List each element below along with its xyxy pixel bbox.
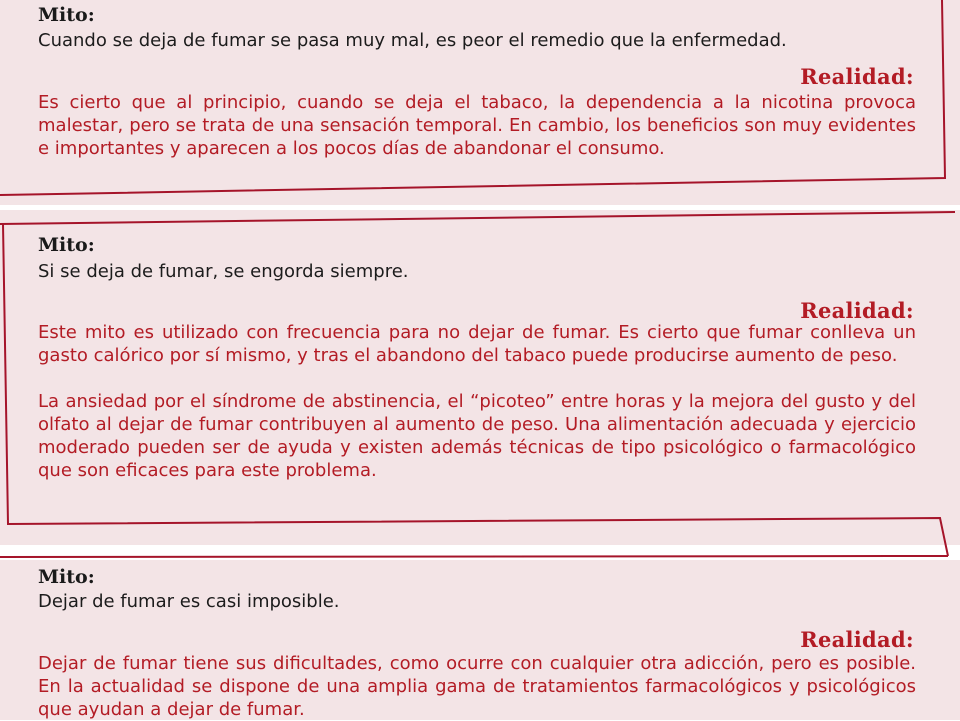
reality-text-paragraph-2: La ansiedad por el síndrome de abstinencia, el “picoteo” entre horas y la mejora del gusto y del olfato al dejar de fumar contribuyen al aumento de peso. Una alimentación adecuada y ejercicio moderado pueden ser de ayuda y existen además técnicas de tipo psicológico o farmacológico que son eficaces para este problema. xyxy=(38,391,916,481)
myth-heading: Mito: xyxy=(38,234,95,256)
myth-card-2 xyxy=(0,210,960,545)
myth-card-1 xyxy=(0,0,960,205)
myth-text: Cuando se deja de fumar se pasa muy mal, es peor el remedio que la enfermedad. xyxy=(38,30,787,51)
myth-card-3 xyxy=(0,560,960,720)
myth-heading: Mito: xyxy=(38,4,95,26)
reality-text-paragraph-1: Este mito es utilizado con frecuencia para no dejar de fumar. Es cierto que fumar conlleva un gasto calórico por sí mismo, y tras el abandono del tabaco puede producirse aumento de peso. xyxy=(38,322,916,366)
reality-text: Es cierto que al principio, cuando se deja el tabaco, la dependencia a la nicotina provoca malestar, pero se trata de una sensación temporal. En cambio, los beneficios son muy evidentes e importantes y aparecen a los pocos días de abandonar el consumo. xyxy=(38,92,916,159)
reality-heading: Realidad: xyxy=(800,627,914,652)
myth-text: Dejar de fumar es casi imposible. xyxy=(38,591,340,612)
myth-text: Si se deja de fumar, se engorda siempre. xyxy=(38,261,409,282)
reality-heading: Realidad: xyxy=(800,64,914,89)
reality-text: Dejar de fumar tiene sus dificultades, como ocurre con cualquier otra adicción, pero es posible. En la actualidad se dispone de una amplia gama de tratamientos farmacológicos y psicológicos que ayudan a dejar de fumar. xyxy=(38,653,916,720)
myth-heading: Mito: xyxy=(38,566,95,588)
reality-heading: Realidad: xyxy=(800,298,914,323)
